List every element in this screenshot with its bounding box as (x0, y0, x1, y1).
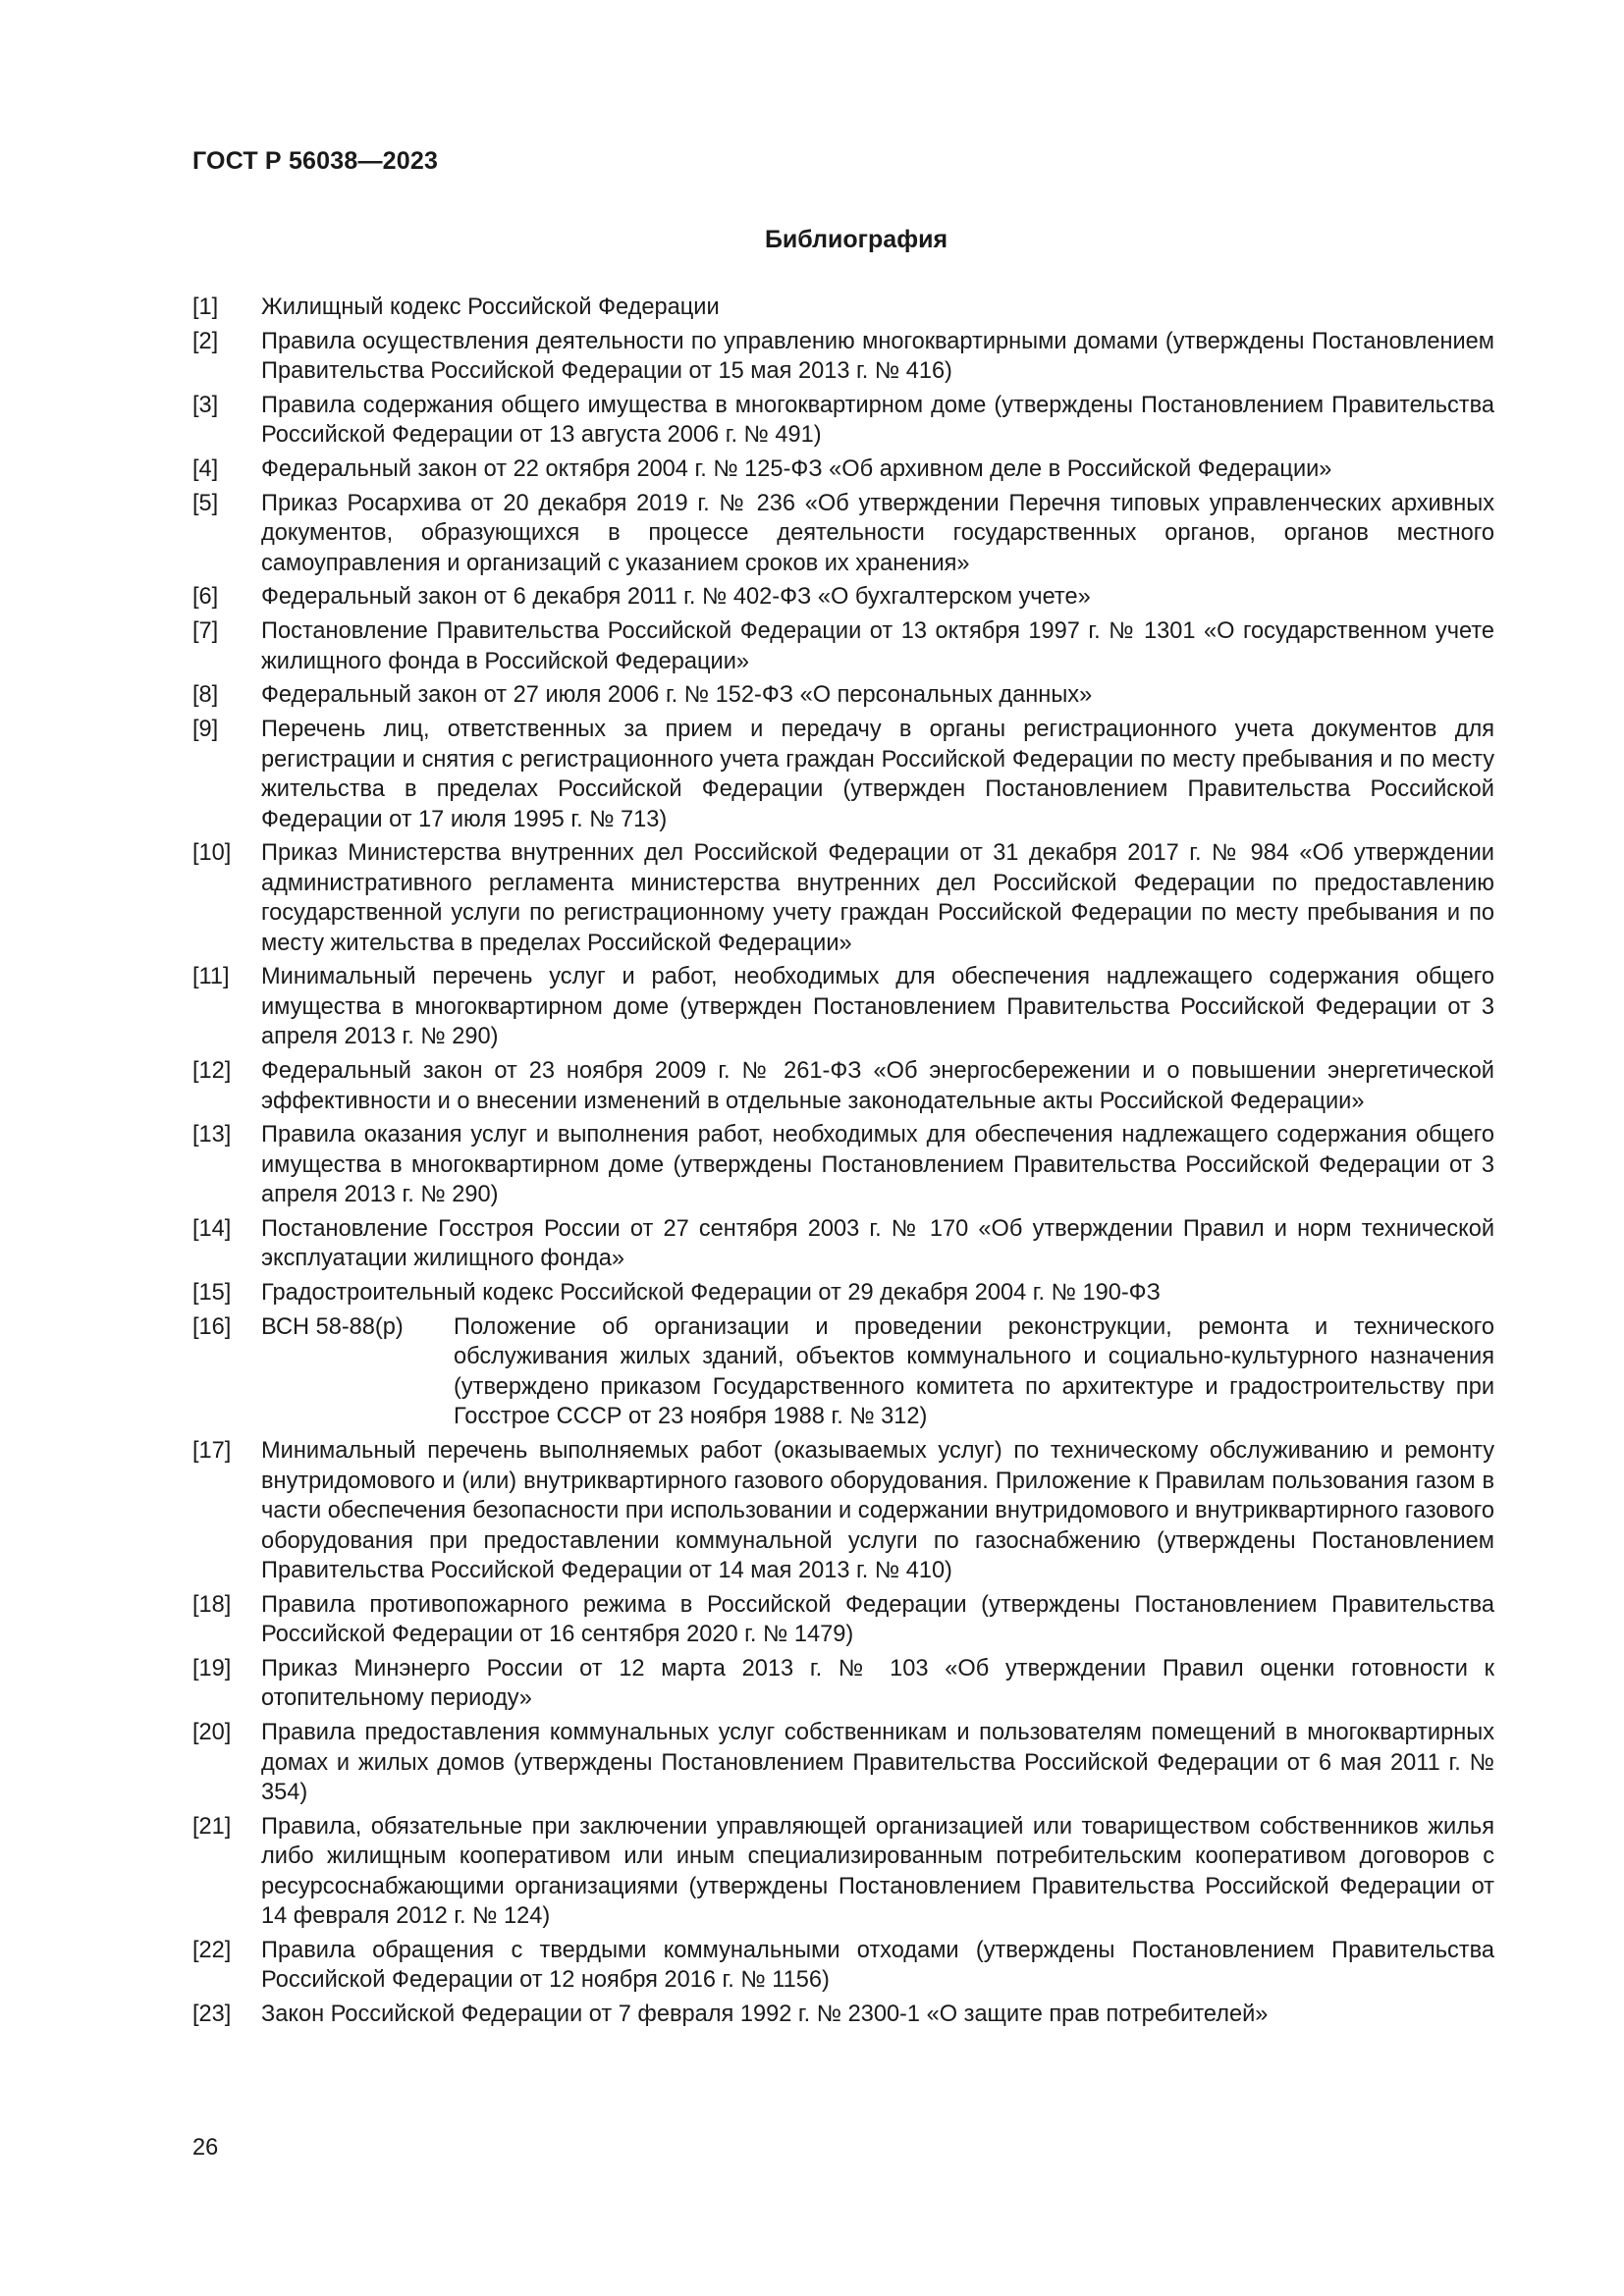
entry-text: Приказ Минэнерго России от 12 марта 2013 г. № 103 «Об утверждении Правил оценки готовности к отопительному периоду» (261, 1655, 1494, 1712)
bibliography-entry (192, 582, 1494, 613)
entry-number: [13] (192, 1122, 232, 1148)
entry-number: [9] (192, 717, 219, 742)
bibliography-entry (192, 489, 1494, 579)
bibliography-entry (192, 838, 1494, 958)
entry-text: Градостроительный кодекс Российской Федерации от 29 декабря 2004 г. № 190-ФЗ (261, 1280, 1161, 1307)
entry-text: Минимальный перечень услуг и работ, необходимых для обеспечения надлежащего содержания общего имущества в многоквартирном доме (утвержден Постановлением Правительства Российской Федерации от 3 апреля 2013 г. № 290) (261, 964, 1494, 1050)
bibliography-entry (192, 962, 1494, 1052)
entry-number: [19] (192, 1655, 232, 1682)
entry-number: [7] (192, 618, 219, 645)
entry-number: [2] (192, 328, 219, 354)
entry-number: [18] (192, 1591, 232, 1618)
entry-text: Федеральный закон от 22 октября 2004 г. № 125-ФЗ «Об архивном деле в Российской Федерации» (261, 456, 1332, 483)
bibliography-entry (192, 1312, 1494, 1432)
bibliography-entry (192, 1936, 1494, 1996)
bibliography-entry (192, 680, 1494, 711)
entry-code: ВСН 58-88(р) (261, 1313, 404, 1340)
page-number: 26 (192, 2135, 219, 2161)
entry-number: [21] (192, 1813, 232, 1840)
entry-text: Правила противопожарного режима в Российской Федерации (утверждены Постановлением Правительства Российской Федерации от 16 сентября 2020 г. № 1479) (261, 1591, 1494, 1648)
entry-text: Федеральный закон от 23 ноября 2009 г. № 261-ФЗ «Об энергосбережении и о повышении энергетической эффективности и о внесении изменений в отдельные законодательные акты Российской Федерации» (261, 1058, 1494, 1114)
entry-number: [1] (192, 294, 219, 320)
entry-text: Правила обращения с твердыми коммунальными отходами (утверждены Постановлением Правительства Российской Федерации от 12 ноября 2016 г. № 1156) (261, 1937, 1494, 1994)
entry-number: [22] (192, 1937, 232, 1963)
document-code: ГОСТ Р 56038—2023 (192, 147, 439, 175)
bibliography-entry (192, 391, 1494, 451)
entry-text: Постановление Правительства Российской Федерации от 13 октября 1997 г. № 1301 «О государственном учете жилищного фонда в Российской Федерации» (261, 618, 1494, 674)
bibliography-entry (192, 327, 1494, 387)
bibliography-entry (192, 1590, 1494, 1650)
bibliography-list (192, 293, 1494, 2034)
entry-number: [10] (192, 840, 232, 867)
entry-number: [5] (192, 490, 219, 516)
entry-text: Положение об организации и проведении реконструкции, ремонта и технического обслуживания жилых зданий, объектов коммунального и социально-культурного назначения (утверждено приказом Государственного комитета по архитектуре и градостроительству при Госстрое СССР от 23 ноября 1988 г. № 312) (454, 1313, 1494, 1430)
bibliography-entry (192, 1436, 1494, 1586)
entry-number: [23] (192, 2002, 232, 2028)
entry-number: [6] (192, 584, 219, 611)
entry-text: Федеральный закон от 27 июля 2006 г. № 152-ФЗ «О персональных данных» (261, 682, 1093, 709)
bibliography-entry (192, 1718, 1494, 1808)
entry-text: Приказ Министерства внутренних дел Российской Федерации от 31 декабря 2017 г. № 984 «Об утверждении административного регламента министерства внутренних дел Российской Федерации по предоставлению государственной услуги по регистрационному учету граждан Российской Федерации по месту пребывания и по месту жительства в пределах Российской Федерации» (261, 840, 1494, 956)
entry-number: [4] (192, 456, 219, 483)
entry-text: Минимальный перечень выполняемых работ (оказываемых услуг) по техническому обслуживанию и ремонту внутридомового и (или) внутриквартирного газового оборудования. Приложение к Правилам пользования газом в части обеспечения безопасности при использовании и содержании внутридомового и внутриквартирного газового оборудования при предоставлении коммунальной услуги по газоснабжению (утверждены Постановлением Правительства Российской Федерации от 14 мая 2013 г. № 410) (261, 1438, 1494, 1583)
entry-number: [15] (192, 1280, 232, 1307)
entry-number: [17] (192, 1438, 232, 1464)
bibliography-entry (192, 1654, 1494, 1714)
entry-number: [8] (192, 682, 219, 709)
bibliography-entry (192, 1812, 1494, 1932)
entry-number: [16] (192, 1313, 232, 1340)
entry-text: Правила предоставления коммунальных услуг собственникам и пользователям помещений в многоквартирных домах и жилых домов (утверждены Постановлением Правительства Российской Федерации от 6 мая 2011 г. № 354) (261, 1720, 1494, 1806)
entry-text: Правила, обязательные при заключении управляющей организацией или товариществом собственников жилья либо жилищным кооперативом или иным специализированным потребительским кооперативом договоров с ресурсоснабжающими организациями (утверждены Постановлением Правительства Российской Федерации от 14 февраля 2012 г. № 124) (261, 1813, 1494, 1930)
entry-number: [20] (192, 1720, 232, 1746)
entry-text: Правила оказания услуг и выполнения работ, необходимых для обеспечения надлежащего содержания общего имущества в многоквартирном доме (утверждены Постановлением Правительства Российской Федерации от 3 апреля 2013 г. № 290) (261, 1122, 1494, 1208)
section-title: Библиография (764, 226, 948, 253)
bibliography-entry (192, 2000, 1494, 2030)
bibliography-entry (192, 1056, 1494, 1116)
entry-number: [3] (192, 392, 219, 418)
bibliography-entry (192, 616, 1494, 676)
entry-number: [14] (192, 1215, 232, 1242)
entry-number: [11] (192, 964, 230, 990)
entry-text: Правила осуществления деятельности по управлению многоквартирными домами (утверждены Постановлением Правительства Российской Федерации от 15 мая 2013 г. № 416) (261, 328, 1494, 385)
bibliography-entry (192, 1214, 1494, 1274)
entry-text: Закон Российской Федерации от 7 февраля 1992 г. № 2300-1 «О защите прав потребителей» (261, 2002, 1269, 2028)
entry-text: Постановление Госстроя России от 27 сентября 2003 г. № 170 «Об утверждении Правил и норм технической эксплуатации жилищного фонда» (261, 1215, 1494, 1272)
entry-text: Федеральный закон от 6 декабря 2011 г. № 402-ФЗ «О бухгалтерском учете» (261, 584, 1091, 611)
entry-text: Перечень лиц, ответственных за прием и передачу в органы регистрационного учета документов для регистрации и снятия с регистрационного учета граждан Российской Федерации по месту пребывания и по месту жительства в пределах Российской Федерации (утвержден Постановлением Правительства Российской Федерации от 17 июля 1995 г. № 713) (261, 717, 1494, 832)
bibliography-entry (192, 454, 1494, 485)
bibliography-entry (192, 1120, 1494, 1210)
entry-text: Приказ Росархива от 20 декабря 2019 г. № 236 «Об утверждении Перечня типовых управленческих архивных документов, образующихся в процессе деятельности государственных органов, органов местного самоуправления и организаций с указанием сроков их хранения» (261, 490, 1494, 576)
entry-text: Жилищный кодекс Российской Федерации (261, 294, 720, 320)
bibliography-entry (192, 293, 1494, 323)
entry-text: Правила содержания общего имущества в многоквартирном доме (утверждены Постановлением Правительства Российской Федерации от 13 августа 2006 г. № 491) (261, 392, 1494, 449)
entry-number: [12] (192, 1058, 232, 1085)
bibliography-entry (192, 715, 1494, 834)
bibliography-entry (192, 1278, 1494, 1308)
